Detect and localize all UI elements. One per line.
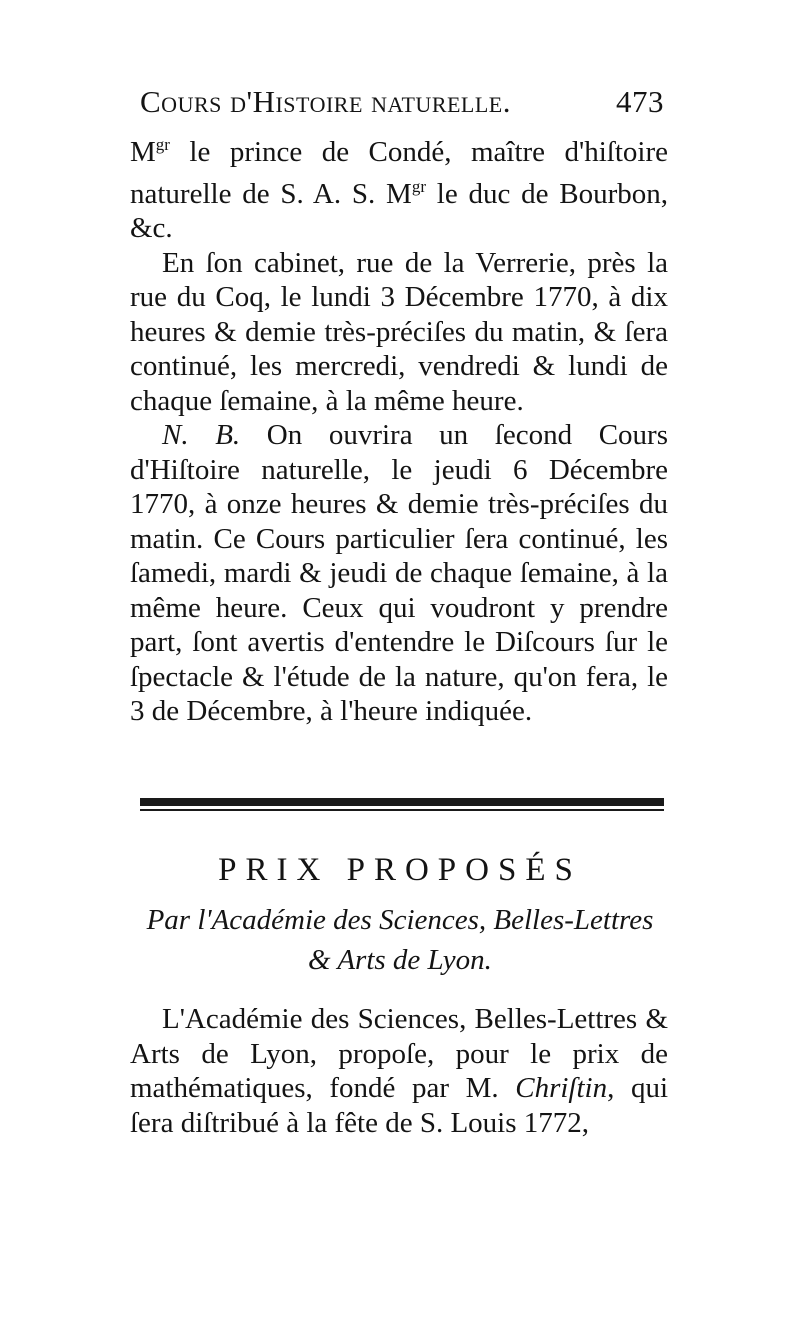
text-span: M: [130, 136, 156, 168]
divider-thin-line: [140, 809, 664, 811]
running-header: [140, 84, 680, 120]
text-span: L'Académie des Sciences, Belles-Lettres & Arts de Lyon, propoſe, pour le prix de mathématiques, fondé par M.: [130, 1003, 668, 1104]
text-block-prize: [130, 1002, 668, 1140]
section-divider-rule: [140, 792, 664, 814]
text-span: , qui ſera diſtribué à la fête de S. Louis 1772,: [130, 1072, 669, 1139]
text-span: le prince de Condé, maître d'hiſtoire naturelle de S. A. S. M: [130, 136, 668, 210]
superscript-gr: gr: [411, 176, 426, 196]
divider-thick-line: [140, 798, 664, 806]
paragraph-conde: [130, 128, 668, 246]
text-span: On ouvrira un ſecond Cours d'Hiſtoire naturelle, le jeudi 6 Décembre 1770, à onze heures & demie très-préciſes du matin. Ce Cours particulier ſera continué, les ſamedi, mardi & jeudi de chaque ſemaine, à la même heure. Ceux qui voudront y prendre part, ſont avertis d'entendre le Diſcours ſur le ſpectacle & l'étude de la nature, qu'on fera, le 3 de Décembre, à l'heure indiquée.: [130, 419, 668, 727]
section-title: PRIX PROPOSÉS: [218, 852, 582, 888]
section-subtitle-line2: & Arts de Lyon.: [308, 944, 492, 976]
running-title: Cours d'Histoire naturelle.: [140, 84, 511, 119]
text-block-course: [130, 128, 668, 729]
page-number: 473: [616, 84, 664, 119]
paragraph-academie: [130, 1002, 668, 1140]
nota-bene-label: N. B.: [162, 419, 241, 451]
name-christin: Chriſtin: [515, 1072, 608, 1104]
section-subtitle-line1: Par l'Académie des Sciences, Belles-Lettres: [146, 904, 654, 936]
paragraph-cabinet: En ſon cabinet, rue de la Verrerie, près la rue du Coq, le lundi 3 Décembre 1770, à dix heures & demie très-préciſes du matin, & ſera continué, les mercredi, vendredi & lundi de chaque ſemaine, à la même heure.: [130, 246, 668, 417]
text-span: le duc de Bourbon, &c.: [130, 177, 669, 244]
paragraph-nota-bene: [130, 418, 668, 729]
superscript-gr: gr: [155, 135, 170, 154]
